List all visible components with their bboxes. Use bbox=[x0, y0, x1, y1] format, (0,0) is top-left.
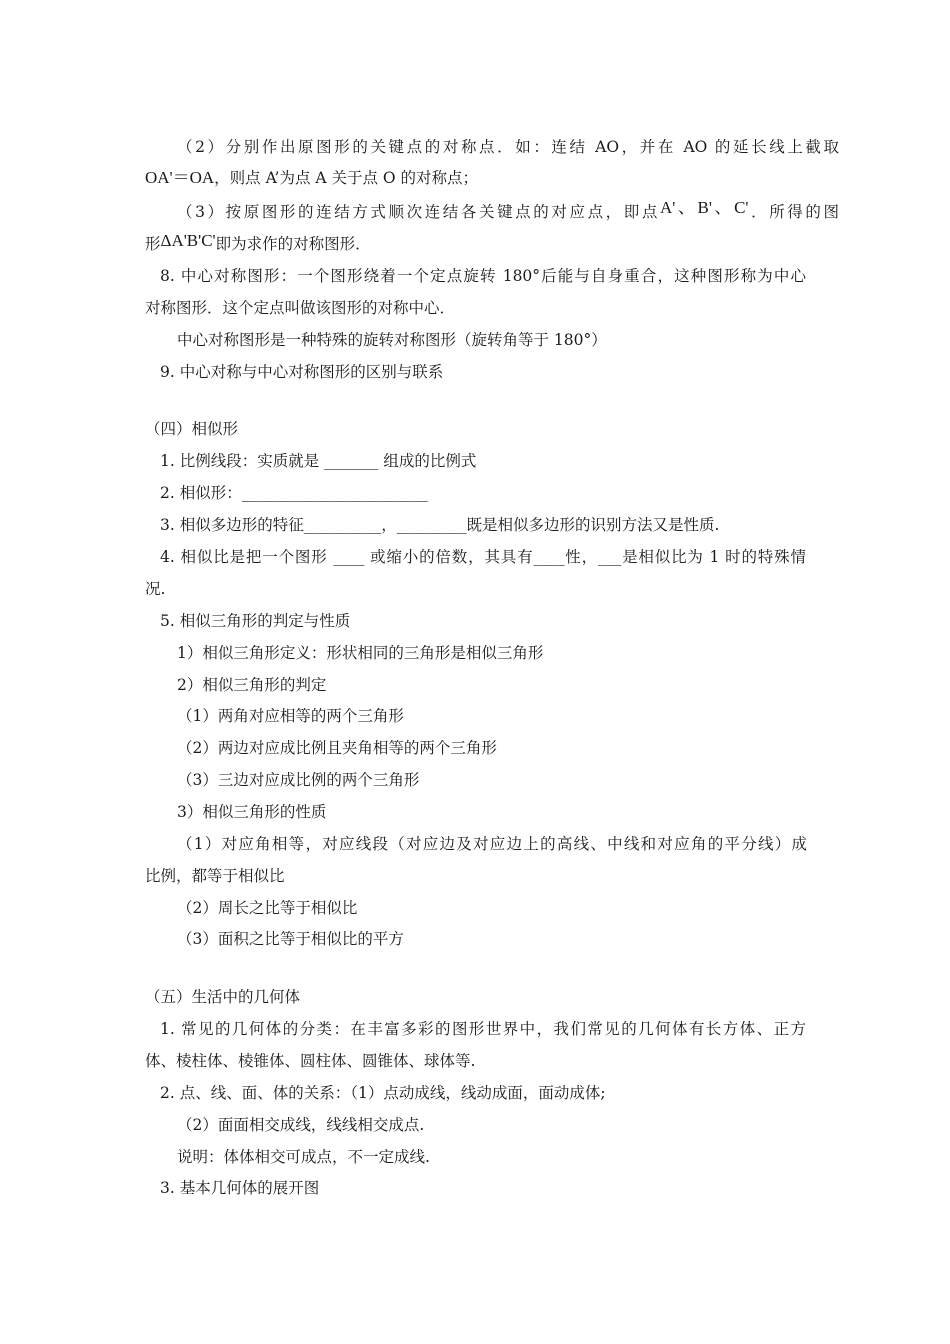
math-expression: A'、B'、C' bbox=[659, 198, 749, 217]
text-line: 4. 相似比是把一个图形 ____ 或缩小的倍数，其具有____性，___是相似比为 1 时的特殊情 bbox=[160, 548, 806, 566]
text-line: 体、棱柱体、棱锥体、圆柱体、圆锥体、球体等. bbox=[145, 1052, 476, 1070]
fill-blank: ___ bbox=[597, 548, 622, 566]
text-line: 3）相似三角形的性质 bbox=[177, 803, 327, 821]
fill-blank: _________ bbox=[396, 516, 467, 534]
text-line: 中心对称图形是一种特殊的旋转对称图形（旋转角等于 180°） bbox=[177, 331, 607, 349]
text-line: 2）相似三角形的判定 bbox=[177, 676, 327, 694]
text-line: 况. bbox=[145, 580, 166, 598]
text-line: （1）对应角相等，对应线段（对应边及对应边上的高线、中线和对应角的平分线）成 bbox=[177, 835, 807, 853]
text-line: 比例，都等于相似比 bbox=[145, 867, 285, 885]
text-line: 1）相似三角形定义：形状相同的三角形是相似三角形 bbox=[177, 644, 544, 662]
text-line: （2）周长之比等于相似比 bbox=[177, 899, 358, 917]
text-line: 对称图形．这个定点叫做该图形的对称中心． bbox=[145, 299, 456, 317]
text-line: （3）三边对应成比例的两个三角形 bbox=[177, 771, 420, 789]
text-line: （3）面积之比等于相似比的平方 bbox=[177, 930, 404, 948]
text-line: 9. 中心对称与中心对称图形的区别与联系 bbox=[160, 363, 444, 381]
math-expression: ΔA'B'C' bbox=[160, 231, 216, 250]
fill-blank: __________ bbox=[303, 516, 382, 534]
text-line: 形ΔA'B'C'即为求作的对称图形． bbox=[145, 231, 371, 253]
text-line: 5. 相似三角形的判定与性质 bbox=[160, 612, 351, 630]
text-line: 2. 相似形：________________________ bbox=[160, 484, 428, 502]
text-line: （2）分别作出原图形的关键点的对称点．如：连结 AO，并在 AO 的延长线上截取 bbox=[177, 138, 839, 156]
text-line: 3. 相似多边形的特征__________，_________既是相似多边形的识别方法又是性质. bbox=[160, 516, 720, 534]
fill-blank: _______ bbox=[324, 452, 379, 470]
math-expression: OA'＝OA bbox=[145, 168, 215, 187]
text-line: （3）按原图形的连结方式顺次连结各关键点的对应点，即点A'、B'、C'．所得的图 bbox=[177, 198, 839, 221]
fill-blank: ________________________ bbox=[241, 484, 428, 502]
fill-blank: ____ bbox=[533, 548, 565, 566]
text-line: （2）面面相交成线，线线相交成点. bbox=[177, 1116, 425, 1134]
section-heading: （五）生活中的几何体 bbox=[145, 988, 301, 1006]
section-heading: （四）相似形 bbox=[145, 420, 239, 438]
text-line: 说明：体体相交可成点，不一定成线. bbox=[177, 1148, 430, 1166]
text-line: 1. 比例线段：实质就是 _______ 组成的比例式 bbox=[160, 452, 477, 470]
text-line: （1）两角对应相等的两个三角形 bbox=[177, 707, 404, 725]
text-line: 8. 中心对称图形：一个图形绕着一个定点旋转 180°后能与自身重合，这种图形称为中心 bbox=[160, 267, 806, 285]
text-line: （2）两边对应成比例且夹角相等的两个三角形 bbox=[177, 739, 497, 757]
fill-blank: ____ bbox=[333, 548, 365, 566]
text-line: 3. 基本几何体的展开图 bbox=[160, 1179, 320, 1197]
text-line: OA'＝OA，则点 A’为点 A 关于点 O 的对称点； bbox=[145, 168, 479, 187]
text-line: 1. 常见的几何体的分类：在丰富多彩的图形世界中，我们常见的几何体有长方体、正方 bbox=[160, 1020, 806, 1038]
text-line: 2. 点、线、面、体的关系：（1）点动成线，线动成面，面动成体; bbox=[160, 1084, 606, 1102]
